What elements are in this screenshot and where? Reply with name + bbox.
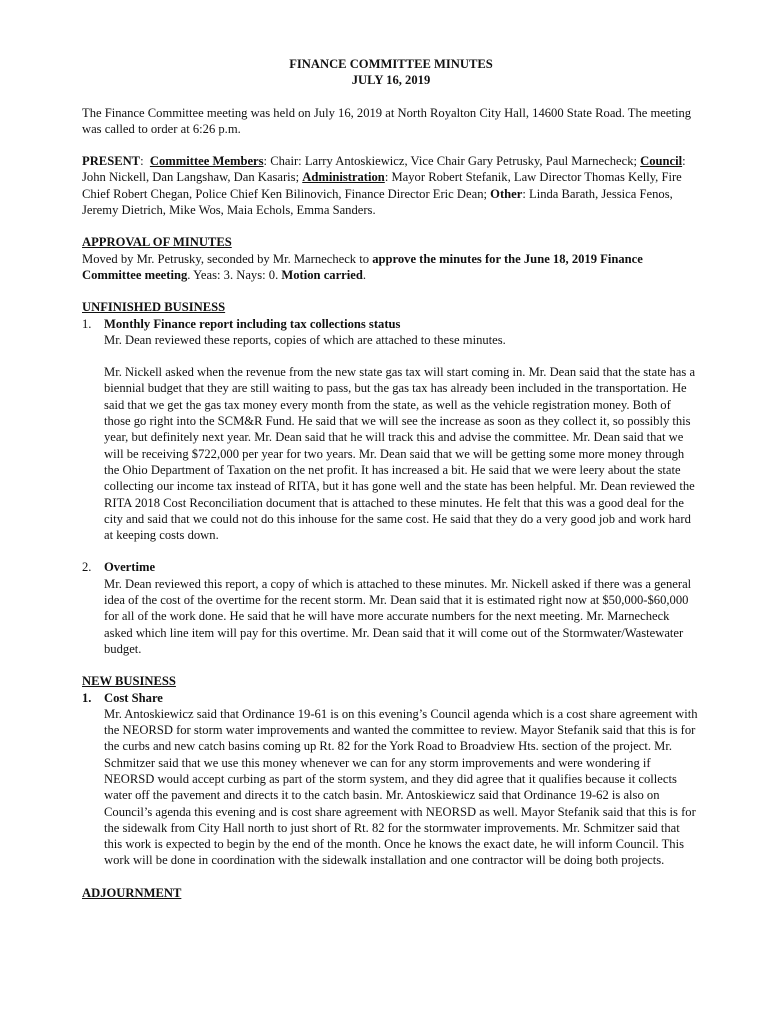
other-label: Other <box>490 186 523 201</box>
document-title: FINANCE COMMITTEE MINUTES <box>289 57 493 71</box>
council-label: Council <box>640 154 683 169</box>
other-text: Linda Barath, Jessica Fenos, Jeremy Dietrich, Mike Wos, Maia Echols, Emma Sanders. <box>82 186 673 218</box>
committee-members-label: Committee Members <box>149 154 264 169</box>
document-date: JULY 16, 2019 <box>351 73 431 88</box>
new-business-heading: NEW BUSINESS <box>82 674 176 689</box>
unfinished-item-2 <box>82 559 700 657</box>
administration-label: Administration <box>302 170 385 185</box>
unfinished-business-heading: UNFINISHED BUSINESS <box>82 300 226 315</box>
intro-paragraph: The Finance Committee meeting was held on July 16, 2019 at North Royalton City Hall, 14600 State Road. The meeting was called to order at 6:26 p.m. <box>82 105 692 136</box>
present-label: PRESENT <box>82 154 141 169</box>
adjournment-heading: ADJOURNMENT <box>82 885 182 900</box>
approval-text-a: Moved by Mr. Petrusky, seconded by Mr. Marnecheck to <box>82 251 373 266</box>
new-business-item-1 <box>82 690 700 869</box>
unfinished-item-1 <box>82 316 700 544</box>
present-paragraph: PRESENT: Committee Members: Chair: Larry Antoskiewicz, Vice Chair Gary Petrusky, Paul Marnecheck; Council: John Nickell, Dan Langshaw, Dan Kasaris; Administration: Mayor Robert Stefanik, Law Director Thomas Kelly, Fire Chief Robert Chegan, Police Chief Ken Bilinovich, Finance Director Eric Dean; Other: Linda Barath, Jessica Fenos, Jeremy Dietrich, Mike Wos, Maia Echols, Emma Sanders. <box>82 154 686 218</box>
item-paragraph: Mr. Antoskiewicz said that Ordinance 19-61 is on this evening’s Council agenda which is a cost share agreement with the NEORSD for storm water improvements and wanted the committee to review. Mayor Stefanik said that this is for the curbs and new catch basins coming up Rt. 82 for the York Road to Broadview Hts. section of the project. Mr. Schmitzer said that we use this money whenever we can for any storm improvements and were wondering if NEORSD would accept curbing as part of the storm system, and they did agree that it qualifies because it collects water off the pavement and directs it to the catch basin. Mr. Antoskiewicz said that Ordinance 19-62 is also on Council’s agenda this evening and is cost share agreement with NEORSD as well. Mayor Stefanik said that this is for the sidewalk from City Hall north to just short of Rt. 82 for the stormwater improvements. Mr. Schmitzer said that this work is expected to begin by the end of the month. Once he knows the exact date, he will inform Council. This work will be done in coordination with the sidewalk installation and one contractor will be doing both projects. <box>104 706 698 868</box>
item-paragraph: Mr. Nickell asked when the revenue from the new state gas tax will start coming in. Mr. Dean said that the state has a biennial budget that they are still waiting to pass, but the gas tax has already been included in the transportation. He said that we get the gas tax money every month from the state, as well as the vehicle registration money. Both of those go right into the SCM&R Fund. He said that we will see the increase as soon as they collect it, so possibly this year, but definitely next year. Mr. Dean said that he will track this and advise the committee. Mr. Dean said that we will be receiving $722,000 per year for two years. Mr. Dean said that we will be getting some more money through the Ohio Department of Taxation on the net profit. It has increased a bit. He said that we were leery about the state collecting our income tax instead of RITA, but it has gone well and the state has been helpful. Mr. Dean reviewed the RITA 2018 Cost Reconciliation document that is attached to these minutes. He felt that this was a good deal for the city and said that we could not do this inhouse for the same cost. He said that they do a very good job and work hard at keeping costs down. <box>104 365 696 543</box>
item-title: Overtime <box>104 560 156 575</box>
document-page <box>82 56 700 901</box>
item-number: 1. <box>82 316 92 331</box>
item-title: Monthly Finance report including tax collections status <box>104 316 401 331</box>
item-number: 1. <box>82 690 92 705</box>
item-paragraph: Mr. Dean reviewed this report, a copy of which is attached to these minutes. Mr. Nickell asked if there was a general idea of the cost of the overtime for the recent storm. Mr. Dean said that it is estimated right now at $50,000-$60,000 for all of the work done. He said that he will have more accurate numbers for the next meeting. Mr. Marnecheck asked which line item will pay for this overtime. Mr. Dean said that it will come out of the Stormwater/Wastewater budget. <box>104 576 692 656</box>
approval-text-c: . <box>362 267 367 282</box>
item-number: 2. <box>82 560 92 575</box>
approval-bold-b: Motion carried <box>281 267 363 282</box>
approval-paragraph <box>82 251 700 284</box>
approval-heading: APPROVAL OF MINUTES <box>82 235 232 250</box>
approval-bold-a: approve the minutes for the June 18, 2019 Finance Committee meeting <box>82 251 643 282</box>
administration-text: Mayor Robert Stefanik, Law Director Thomas Kelly, Fire Chief Robert Chegan, Police Chief Ken Bilinovich, Finance Director Eric Dean; <box>82 170 682 201</box>
committee-members-text: Chair: Larry Antoskiewicz, Vice Chair Gary Petrusky, Paul Marnecheck; <box>270 154 637 169</box>
approval-text-b: . Yeas: 3. Nays: 0. <box>187 267 282 282</box>
item-title: Cost Share <box>104 690 163 705</box>
council-text: John Nickell, Dan Langshaw, Dan Kasaris; <box>82 170 300 185</box>
item-paragraph: Mr. Dean reviewed these reports, copies of which are attached to these minutes. <box>104 332 506 347</box>
